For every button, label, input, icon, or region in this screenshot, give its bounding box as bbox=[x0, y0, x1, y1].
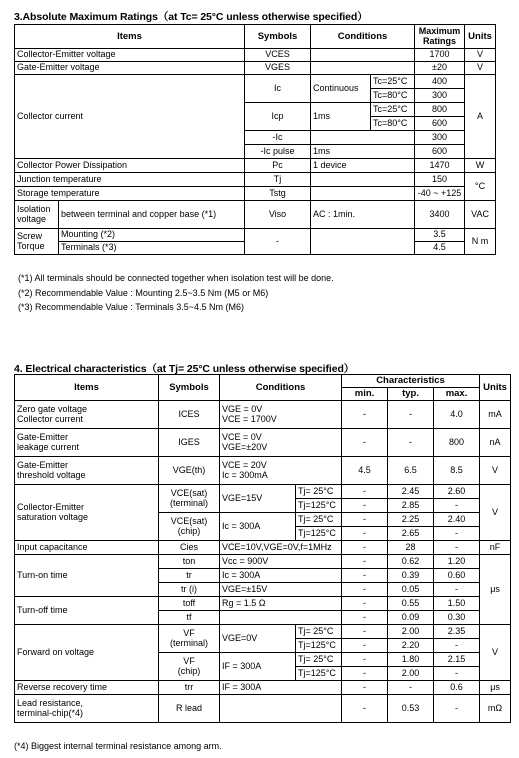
cond-1ms-pulse: 1ms bbox=[311, 145, 415, 159]
item-saturation: Collector-Emitter saturation voltage bbox=[15, 485, 159, 541]
max-cies: - bbox=[434, 541, 480, 555]
min-ices: - bbox=[342, 401, 388, 429]
header-max: max. bbox=[434, 388, 480, 401]
cond-tf bbox=[220, 611, 342, 625]
max-vf-1: 2.35 bbox=[434, 625, 480, 639]
typ-vf-1: 2.00 bbox=[388, 625, 434, 639]
max-toff: 1.50 bbox=[434, 597, 480, 611]
cond-rlead bbox=[220, 695, 342, 723]
value-ic-25: 400 bbox=[415, 75, 465, 89]
note-4: (*4) Biggest internal terminal resistance among arm. bbox=[14, 741, 222, 751]
note-2: (*2) Recommendable Value : Mounting 2.5~3.5 Nm (M5 or M6) bbox=[18, 288, 269, 298]
value-vces: 1700 bbox=[415, 49, 465, 62]
min-vcesat-3: - bbox=[342, 513, 388, 527]
typ-toff: 0.55 bbox=[388, 597, 434, 611]
item-gate-leakage: Gate-Emitter leakage current bbox=[15, 429, 159, 457]
header-items: Items bbox=[15, 375, 159, 401]
cond-vge15: VGE=15V bbox=[220, 485, 296, 513]
desc-isolation: between terminal and copper base (*1) bbox=[59, 201, 245, 229]
symbol-minus-ic: -Ic bbox=[245, 131, 311, 145]
typ-tri: 0.05 bbox=[388, 583, 434, 597]
symbol-toff: toff bbox=[159, 597, 220, 611]
cond-vgeth: VCE = 20V Ic = 300mA bbox=[220, 457, 342, 485]
max-ton: 1.20 bbox=[434, 555, 480, 569]
max-iges: 800 bbox=[434, 429, 480, 457]
value-minus-ic: 300 bbox=[415, 131, 465, 145]
max-vf-2: - bbox=[434, 639, 480, 653]
typ-rlead: 0.53 bbox=[388, 695, 434, 723]
desc-terminals: Terminals (*3) bbox=[59, 242, 245, 255]
unit-vces: V bbox=[465, 49, 496, 62]
symbol-tr: tr bbox=[159, 569, 220, 583]
item-tstg: Storage temperature bbox=[15, 187, 245, 201]
max-vcesat-3: 2.40 bbox=[434, 513, 480, 527]
tj-row-1: Tj= 25°C bbox=[296, 485, 342, 499]
symbol-vf-terminal: VF (terminal) bbox=[159, 625, 220, 653]
unit-rlead: mΩ bbox=[480, 695, 511, 723]
symbol-pc: Pc bbox=[245, 159, 311, 173]
symbol-ic: Ic bbox=[245, 75, 311, 103]
cond-cies: VCE=10V,VGE=0V,f=1MHz bbox=[220, 541, 342, 555]
header-maximum-ratings: Maximum Ratings bbox=[415, 25, 465, 49]
typ-cies: 28 bbox=[388, 541, 434, 555]
unit-temperature: °C bbox=[465, 173, 496, 201]
cond-tc80: Tc=80°C bbox=[371, 89, 415, 103]
typ-iges: - bbox=[388, 429, 434, 457]
max-vgeth: 8.5 bbox=[434, 457, 480, 485]
max-vcesat-4: - bbox=[434, 527, 480, 541]
header-symbols: Symbols bbox=[159, 375, 220, 401]
item-screw-torque: Screw Torque bbox=[15, 229, 59, 255]
min-vf-3: - bbox=[342, 653, 388, 667]
tj-row-3: Tj= 25°C bbox=[296, 513, 342, 527]
symbol-tj: Tj bbox=[245, 173, 311, 187]
typ-vcesat-2: 2.85 bbox=[388, 499, 434, 513]
header-conditions: Conditions bbox=[311, 25, 415, 49]
value-ic-80: 300 bbox=[415, 89, 465, 103]
min-ton: - bbox=[342, 555, 388, 569]
cond-vces bbox=[311, 49, 415, 62]
symbol-vges: VGES bbox=[245, 62, 311, 75]
symbol-tri: tr (i) bbox=[159, 583, 220, 597]
item-turn-on-time: Turn-on time bbox=[15, 555, 159, 597]
value-pc: 1470 bbox=[415, 159, 465, 173]
min-vcesat-2: - bbox=[342, 499, 388, 513]
typ-vf-4: 2.00 bbox=[388, 667, 434, 681]
cond-tj bbox=[311, 173, 415, 187]
min-vf-4: - bbox=[342, 667, 388, 681]
min-vcesat-1: - bbox=[342, 485, 388, 499]
value-icp-25: 800 bbox=[415, 103, 465, 117]
symbol-viso: Viso bbox=[245, 201, 311, 229]
header-units: Units bbox=[480, 375, 511, 401]
tj-vf-row-2: Tj=125°C bbox=[296, 639, 342, 653]
header-characteristics: Characteristics bbox=[342, 375, 480, 388]
cond-rg: Rg = 1.5 Ω bbox=[220, 597, 342, 611]
cond-tc25: Tc=25°C bbox=[371, 75, 415, 89]
min-tri: - bbox=[342, 583, 388, 597]
symbol-trr: trr bbox=[159, 681, 220, 695]
cond-minus-ic bbox=[311, 131, 415, 145]
max-tr: 0.60 bbox=[434, 569, 480, 583]
value-minus-ic-pulse: 600 bbox=[415, 145, 465, 159]
cond-1ms: 1ms bbox=[311, 103, 371, 131]
item-threshold: Gate-Emitter threshold voltage bbox=[15, 457, 159, 485]
min-tf: - bbox=[342, 611, 388, 625]
item-isolation-voltage: Isolation voltage bbox=[15, 201, 59, 229]
min-tr: - bbox=[342, 569, 388, 583]
symbol-tf: tf bbox=[159, 611, 220, 625]
unit-collector-current: A bbox=[465, 75, 496, 159]
symbol-vcesat-chip: VCE(sat) (chip) bbox=[159, 513, 220, 541]
symbol-iges: IGES bbox=[159, 429, 220, 457]
symbol-icp: Icp bbox=[245, 103, 311, 131]
value-icp-80: 600 bbox=[415, 117, 465, 131]
header-conditions: Conditions bbox=[220, 375, 342, 401]
max-ices: 4.0 bbox=[434, 401, 480, 429]
max-vcesat-1: 2.60 bbox=[434, 485, 480, 499]
max-trr: 0.6 bbox=[434, 681, 480, 695]
min-toff: - bbox=[342, 597, 388, 611]
min-iges: - bbox=[342, 429, 388, 457]
note-1: (*1) All terminals should be connected together when isolation test will be done. bbox=[18, 273, 334, 283]
cond-screw bbox=[311, 229, 415, 255]
min-trr: - bbox=[342, 681, 388, 695]
typ-tr: 0.39 bbox=[388, 569, 434, 583]
item-collector-current: Collector current bbox=[15, 75, 245, 159]
typ-vcesat-4: 2.65 bbox=[388, 527, 434, 541]
cond-vge-switch: VGE=±15V bbox=[220, 583, 342, 597]
cond-vge0: VGE=0V bbox=[220, 625, 296, 653]
unit-vgeth: V bbox=[480, 457, 511, 485]
symbol-rlead: R lead bbox=[159, 695, 220, 723]
item-lead-resistance: Lead resistance, terminal-chip(*4) bbox=[15, 695, 159, 723]
note-3: (*3) Recommendable Value : Terminals 3.5~4.5 Nm (M6) bbox=[18, 302, 245, 312]
item-vges: Gate-Emitter voltage bbox=[15, 62, 245, 75]
unit-viso: VAC bbox=[465, 201, 496, 229]
max-rlead: - bbox=[434, 695, 480, 723]
cond-continuous: Continuous bbox=[311, 75, 371, 103]
item-zero-gate: Zero gate voltage Collector current bbox=[15, 401, 159, 429]
symbol-tstg: Tstg bbox=[245, 187, 311, 201]
cond-pc: 1 device bbox=[311, 159, 415, 173]
symbol-ices: ICES bbox=[159, 401, 220, 429]
unit-vcesat: V bbox=[480, 485, 511, 541]
symbol-vcesat-terminal: VCE(sat) (terminal) bbox=[159, 485, 220, 513]
cond-tstg bbox=[311, 187, 415, 201]
item-forward-voltage: Forward on voltage bbox=[15, 625, 159, 681]
unit-pc: W bbox=[465, 159, 496, 173]
value-tstg: -40 ~ +125 bbox=[415, 187, 465, 201]
unit-screw: N m bbox=[465, 229, 496, 255]
min-vf-2: - bbox=[342, 639, 388, 653]
min-cies: - bbox=[342, 541, 388, 555]
symbol-minus-ic-pulse: -Ic pulse bbox=[245, 145, 311, 159]
typ-vgeth: 6.5 bbox=[388, 457, 434, 485]
unit-vges: V bbox=[465, 62, 496, 75]
min-vcesat-4: - bbox=[342, 527, 388, 541]
item-reverse-recovery: Reverse recovery time bbox=[15, 681, 159, 695]
header-typ: typ. bbox=[388, 388, 434, 401]
cond-if300: IF = 300A bbox=[220, 653, 296, 681]
cond-tc25-icp: Tc=25°C bbox=[371, 103, 415, 117]
electrical-characteristics-table bbox=[14, 374, 511, 723]
max-tri: - bbox=[434, 583, 480, 597]
typ-tf: 0.09 bbox=[388, 611, 434, 625]
tj-vf-row-4: Tj=125°C bbox=[296, 667, 342, 681]
item-vces: Collector-Emitter voltage bbox=[15, 49, 245, 62]
value-viso: 3400 bbox=[415, 201, 465, 229]
cond-vcc: Vcc = 900V bbox=[220, 555, 342, 569]
value-terminals: 4.5 bbox=[415, 242, 465, 255]
value-vges: ±20 bbox=[415, 62, 465, 75]
typ-vf-2: 2.20 bbox=[388, 639, 434, 653]
cond-ic300: Ic = 300A bbox=[220, 513, 296, 541]
tj-vf-row-3: Tj= 25°C bbox=[296, 653, 342, 667]
item-turn-off-time: Turn-off time bbox=[15, 597, 159, 625]
section-3-title: 3.Absolute Maximum Ratings（at Tc= 25°C unless otherwise specified） bbox=[14, 11, 368, 23]
unit-ices: mA bbox=[480, 401, 511, 429]
unit-switching: μs bbox=[480, 555, 511, 625]
typ-vcesat-1: 2.45 bbox=[388, 485, 434, 499]
header-units: Units bbox=[465, 25, 496, 49]
item-pc: Collector Power Dissipation bbox=[15, 159, 245, 173]
typ-vf-3: 1.80 bbox=[388, 653, 434, 667]
unit-cies: nF bbox=[480, 541, 511, 555]
header-items: Items bbox=[15, 25, 245, 49]
symbol-cies: Cies bbox=[159, 541, 220, 555]
tj-row-4: Tj=125°C bbox=[296, 527, 342, 541]
tj-vf-row-1: Tj= 25°C bbox=[296, 625, 342, 639]
absolute-maximum-ratings-table bbox=[14, 24, 496, 255]
value-tj: 150 bbox=[415, 173, 465, 187]
symbol-screw: - bbox=[245, 229, 311, 255]
unit-vf: V bbox=[480, 625, 511, 681]
min-vf-1: - bbox=[342, 625, 388, 639]
cond-iges: VCE = 0V VGE=±20V bbox=[220, 429, 342, 457]
typ-vcesat-3: 2.25 bbox=[388, 513, 434, 527]
cond-tc80-icp: Tc=80°C bbox=[371, 117, 415, 131]
max-vf-4: - bbox=[434, 667, 480, 681]
item-tj: Junction temperature bbox=[15, 173, 245, 187]
symbol-vces: VCES bbox=[245, 49, 311, 62]
typ-ices: - bbox=[388, 401, 434, 429]
max-vcesat-2: - bbox=[434, 499, 480, 513]
min-vgeth: 4.5 bbox=[342, 457, 388, 485]
unit-trr: μs bbox=[480, 681, 511, 695]
symbol-vgeth: VGE(th) bbox=[159, 457, 220, 485]
typ-trr: - bbox=[388, 681, 434, 695]
typ-ton: 0.62 bbox=[388, 555, 434, 569]
symbol-vf-chip: VF (chip) bbox=[159, 653, 220, 681]
cond-trr: IF = 300A bbox=[220, 681, 342, 695]
item-input-capacitance: Input capacitance bbox=[15, 541, 159, 555]
section-4-title: 4. Electrical characteristics（at Tj= 25°C unless otherwise specified） bbox=[14, 363, 355, 375]
max-tf: 0.30 bbox=[434, 611, 480, 625]
cond-viso: AC : 1min. bbox=[311, 201, 415, 229]
value-mounting: 3.5 bbox=[415, 229, 465, 242]
max-vf-3: 2.15 bbox=[434, 653, 480, 667]
unit-iges: nA bbox=[480, 429, 511, 457]
tj-row-2: Tj=125°C bbox=[296, 499, 342, 513]
desc-mounting: Mounting (*2) bbox=[59, 229, 245, 242]
header-min: min. bbox=[342, 388, 388, 401]
cond-ices: VGE = 0V VCE = 1700V bbox=[220, 401, 342, 429]
cond-vges bbox=[311, 62, 415, 75]
min-rlead: - bbox=[342, 695, 388, 723]
symbol-ton: ton bbox=[159, 555, 220, 569]
cond-ic-switch: Ic = 300A bbox=[220, 569, 342, 583]
header-symbols: Symbols bbox=[245, 25, 311, 49]
